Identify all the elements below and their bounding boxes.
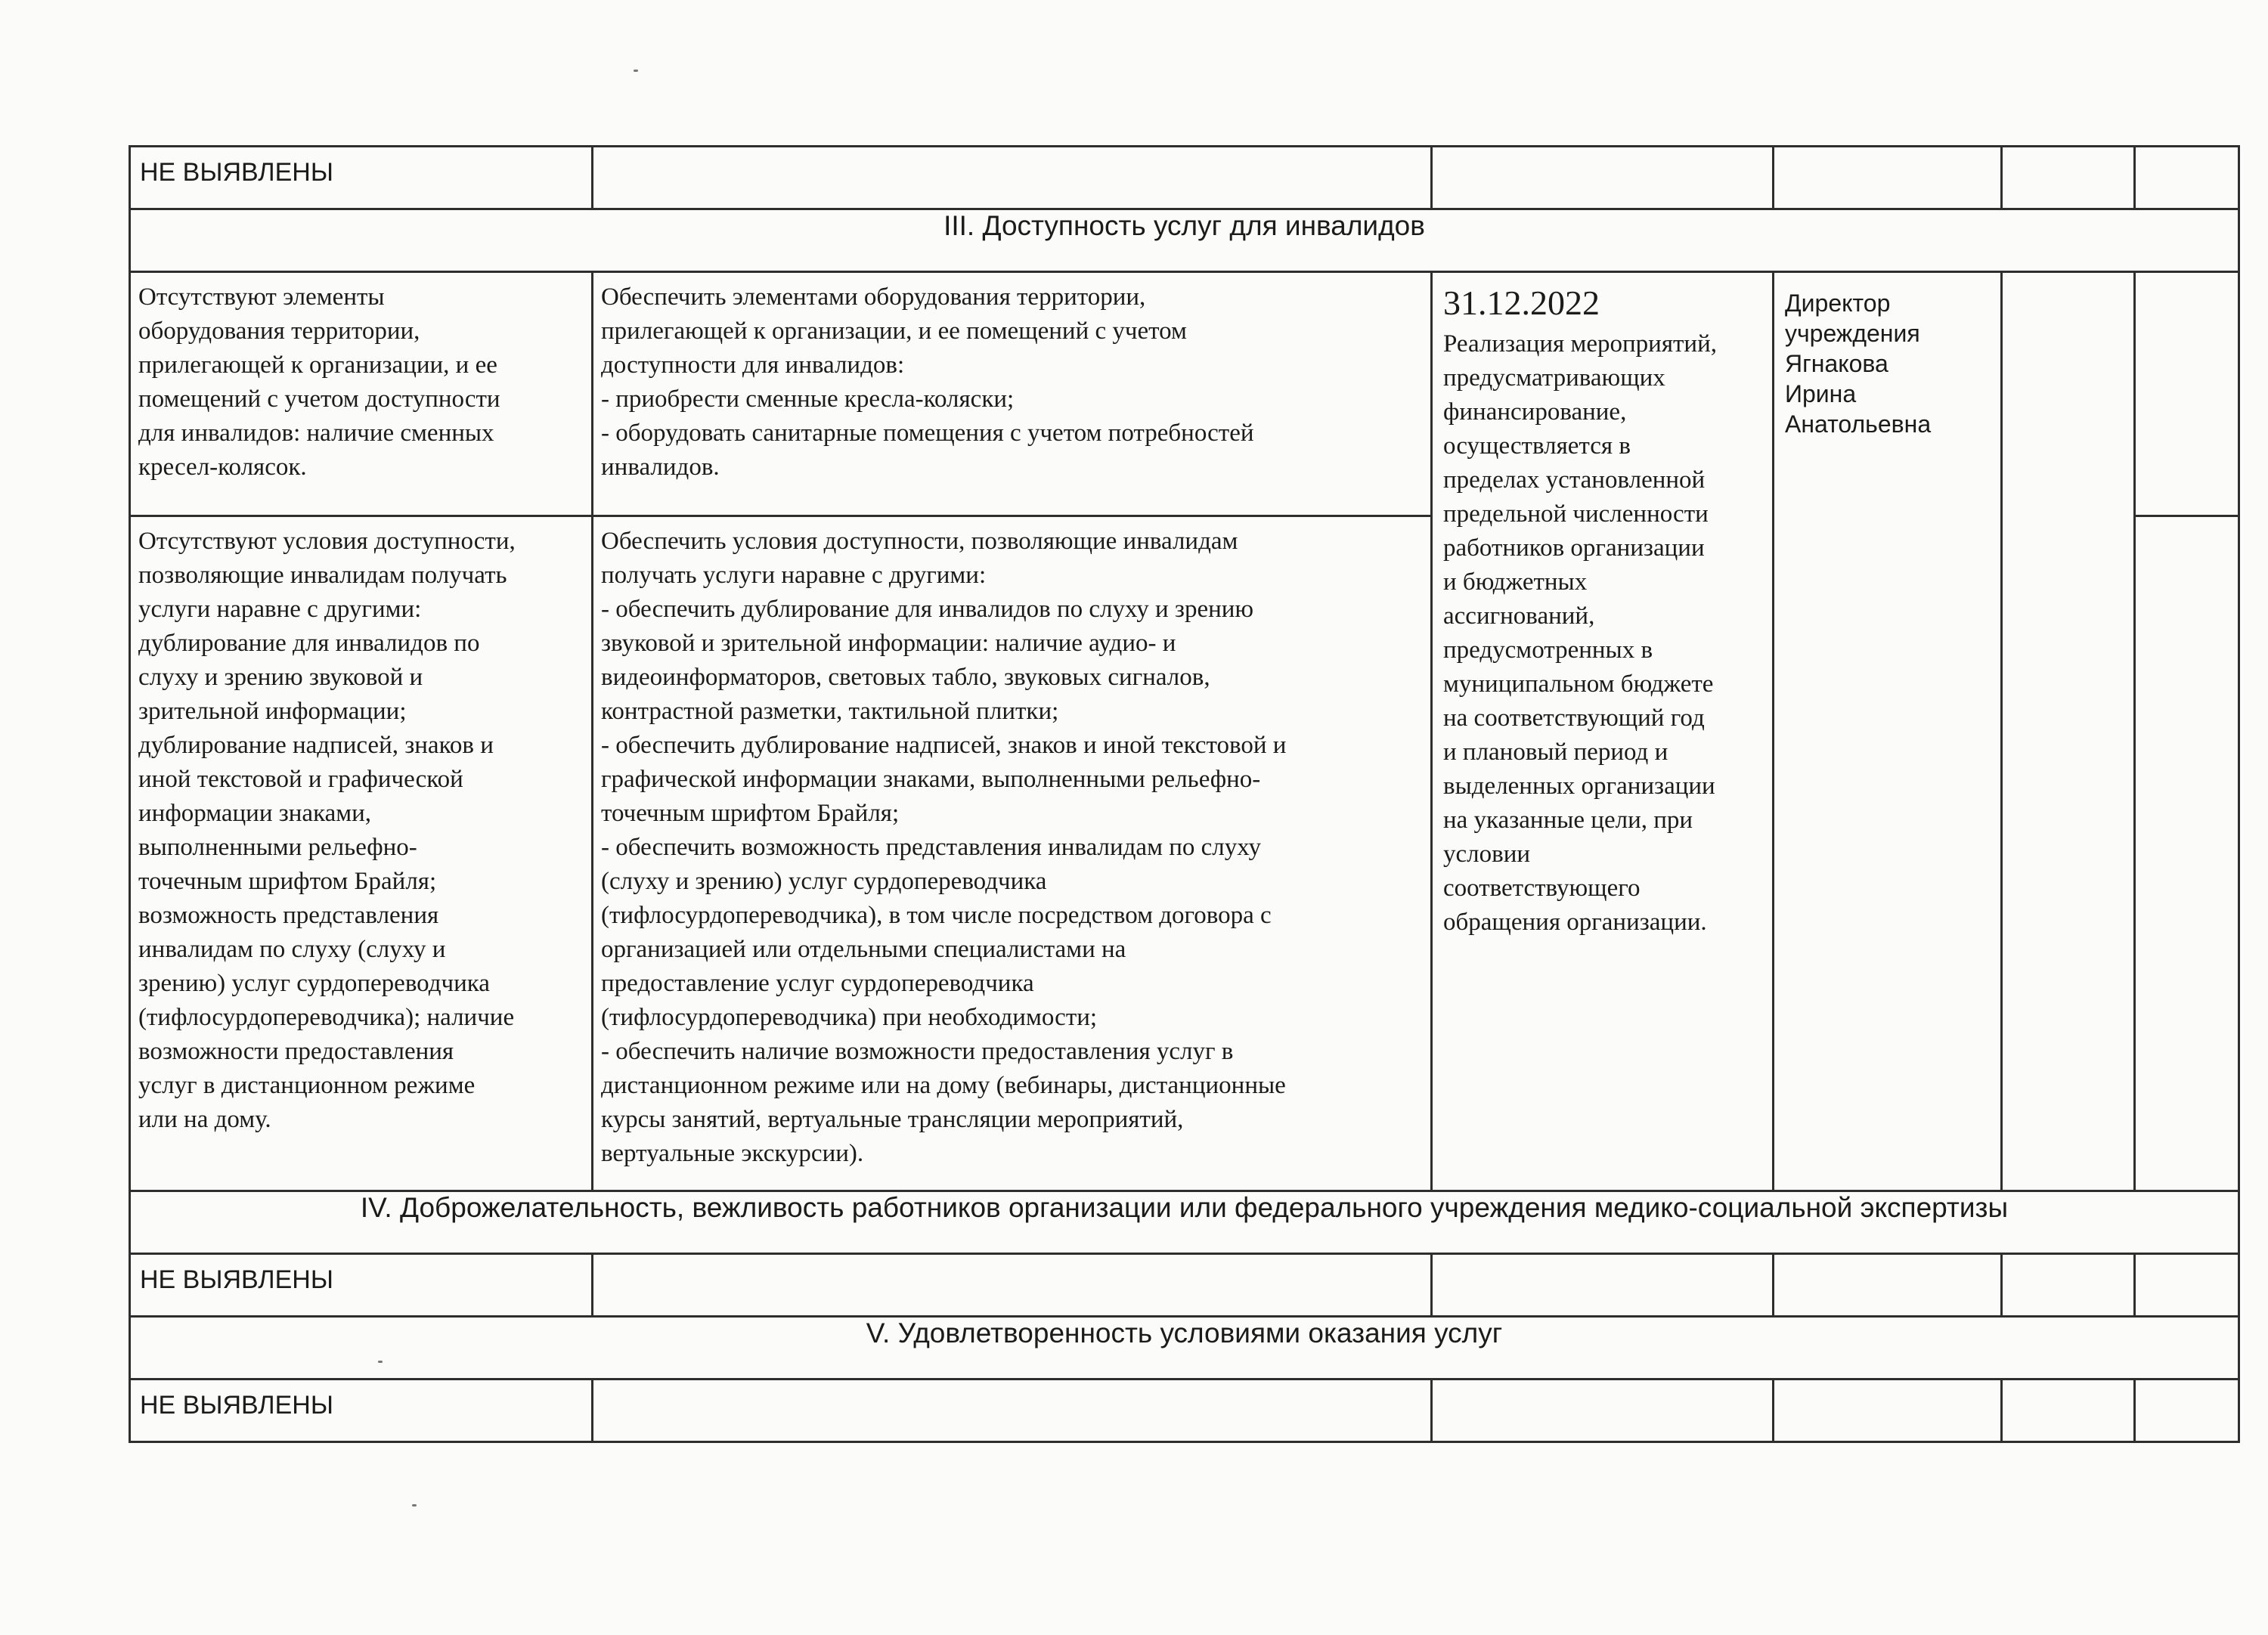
text-line: - приобрести сменные кресла-коляски; — [601, 386, 1015, 413]
text-line: контрастной разметки, тактильной плитки; — [601, 698, 1059, 725]
text-line: Анатольевна — [1785, 410, 1932, 438]
deadline-cell — [1432, 272, 1774, 1191]
empty-cell — [2002, 147, 2135, 209]
text-line: выполненными рельефно- — [138, 834, 417, 861]
text-line: графической информации знаками, выполненными рельефно- — [601, 766, 1261, 793]
table-row — [130, 272, 2239, 516]
text-line: вертуальные экскурсии). — [601, 1140, 864, 1167]
text-line: (тифлосурдопереводчика) при необходимости; — [601, 1004, 1098, 1031]
text-line: возможности предоставления — [138, 1038, 454, 1065]
empty-cell — [2135, 516, 2239, 1191]
text-line: выделенных организации — [1443, 773, 1715, 800]
text-line: инвалидам по слуху (слуху и — [138, 936, 446, 963]
text-line: - оборудовать санитарные помещения с учетом потребностей — [601, 420, 1254, 447]
text-line: обращения организации. — [1443, 909, 1707, 936]
text-line: кресел-колясок. — [138, 454, 307, 481]
text-line: пределах установленной — [1443, 466, 1706, 494]
section-title-4: IV. Доброжелательность, вежливость работников организации или федерального учреждения медико-социальной экспертизы — [130, 1191, 2239, 1254]
text-line: Отсутствуют элементы — [138, 283, 385, 311]
text-line: точечным шрифтом Брайля; — [138, 868, 437, 895]
empty-cell — [2135, 1254, 2239, 1317]
text-line: дублирование надписей, знаков и — [138, 732, 494, 759]
empty-cell — [2002, 1254, 2135, 1317]
section-title-5: V. Удовлетворенность условиями оказания услуг — [130, 1317, 2239, 1380]
measure-cell — [593, 516, 1432, 1191]
text-line: муниципальном бюджете — [1443, 670, 1714, 698]
text-line: доступности для инвалидов: — [601, 351, 905, 379]
deadline-note — [1443, 327, 1766, 940]
text-line: учреждения — [1785, 320, 1920, 347]
scan-speck — [634, 70, 638, 72]
table-row — [130, 147, 2239, 209]
text-line: - обеспечить наличие возможности предоставления услуг в — [601, 1038, 1234, 1065]
empty-cell — [1432, 1380, 1774, 1442]
empty-cell — [1774, 1380, 2002, 1442]
empty-cell — [593, 1380, 1432, 1442]
empty-cell — [2002, 272, 2135, 1191]
text-line: услуги наравне с другими: — [138, 596, 422, 623]
text-line: предусмотренных в — [1443, 636, 1653, 664]
text-line: курсы занятий, вертуальные трансляции мероприятий, — [601, 1106, 1184, 1133]
text-line: Ягнакова — [1785, 350, 1888, 377]
text-line: на указанные цели, при — [1443, 807, 1693, 834]
text-line: (тифлосурдопереводчика); наличие — [138, 1004, 515, 1031]
text-line: - обеспечить дублирование для инвалидов по слуху и зрению — [601, 596, 1254, 623]
scan-speck — [412, 1504, 417, 1506]
text-line: зрению) услуг сурдопереводчика — [138, 970, 490, 997]
text-line: Обеспечить элементами оборудования территории, — [601, 283, 1146, 311]
empty-cell — [593, 1254, 1432, 1317]
text-line: (слуху и зрению) услуг сурдопереводчика — [601, 868, 1047, 895]
text-line: предоставление услуг сурдопереводчика — [601, 970, 1034, 997]
measure-cell — [593, 272, 1432, 516]
deficiency-cell — [130, 516, 593, 1191]
text-line: условии — [1443, 841, 1531, 868]
empty-cell — [2135, 1380, 2239, 1442]
text-line: возможность представления — [138, 902, 439, 929]
text-line: организацией или отдельными специалистами на — [601, 936, 1126, 963]
not-found-cell: НЕ ВЫЯВЛЕНЫ — [130, 147, 593, 209]
text-line: слуху и зрению звуковой и — [138, 664, 423, 691]
text-line: предельной численности — [1443, 500, 1709, 528]
text-line: осуществляется в — [1443, 432, 1631, 460]
text-line: дистанционном режиме или на дому (вебинары, дистанционные — [601, 1072, 1286, 1099]
table-row — [130, 1380, 2239, 1442]
empty-cell — [593, 147, 1432, 209]
section-header-row — [130, 209, 2239, 272]
text-line: иной текстовой и графической — [138, 766, 463, 793]
text-line: информации знаками, — [138, 800, 372, 827]
text-line: ассигнований, — [1443, 602, 1595, 630]
text-line: предусматривающих — [1443, 364, 1665, 392]
deadline-date: 31.12.2022 — [1443, 283, 1600, 322]
text-line: или на дому. — [138, 1106, 271, 1133]
empty-cell — [2135, 147, 2239, 209]
text-line: услуг в дистанционном режиме — [138, 1072, 476, 1099]
text-line: точечным шрифтом Брайля; — [601, 800, 900, 827]
text-line: финансирование, — [1443, 398, 1627, 426]
text-line: соответствующего — [1443, 875, 1641, 902]
text-line: Ирина — [1785, 380, 1857, 407]
section-title-3: III. Доступность услуг для инвалидов — [130, 209, 2239, 272]
deficiency-cell — [130, 272, 593, 516]
text-line: и бюджетных — [1443, 568, 1588, 596]
text-line: для инвалидов: наличие сменных — [138, 420, 494, 447]
responsible-cell — [1774, 272, 2002, 1191]
text-line: - обеспечить возможность представления инвалидам по слуху — [601, 834, 1261, 861]
text-line: дублирование для инвалидов по — [138, 630, 480, 657]
text-line: прилегающей к организации, и ее — [138, 351, 497, 379]
not-found-cell: НЕ ВЫЯВЛЕНЫ — [130, 1254, 593, 1317]
empty-cell — [2002, 1380, 2135, 1442]
table-row — [130, 1254, 2239, 1317]
text-line: Обеспечить условия доступности, позволяющие инвалидам — [601, 528, 1238, 555]
text-line: на соответствующий год — [1443, 704, 1705, 732]
text-line: прилегающей к организации, и ее помещений с учетом — [601, 317, 1187, 345]
text-line: Директор — [1785, 290, 1891, 317]
text-line: звуковой и зрительной информации: наличие аудио- и — [601, 630, 1176, 657]
empty-cell — [1774, 1254, 2002, 1317]
text-line: получать услуги наравне с другими: — [601, 562, 987, 589]
empty-cell — [1432, 147, 1774, 209]
section-header-row — [130, 1317, 2239, 1380]
empty-cell — [1432, 1254, 1774, 1317]
text-line: видеоинформаторов, световых табло, звуковых сигналов, — [601, 664, 1210, 691]
improvement-plan-table — [129, 145, 2240, 1443]
text-line: - обеспечить дублирование надписей, знаков и иной текстовой и — [601, 732, 1287, 759]
empty-cell — [1774, 147, 2002, 209]
text-line: Реализация мероприятий, — [1443, 330, 1717, 358]
not-found-cell: НЕ ВЫЯВЛЕНЫ — [130, 1380, 593, 1442]
text-line: позволяющие инвалидам получать — [138, 562, 507, 589]
text-line: помещений с учетом доступности — [138, 386, 500, 413]
text-line: (тифлосурдопереводчика), в том числе посредством договора с — [601, 902, 1272, 929]
text-line: работников организации — [1443, 534, 1705, 562]
text-line: зрительной информации; — [138, 698, 407, 725]
empty-cell — [2135, 272, 2239, 516]
text-line: и плановый период и — [1443, 739, 1668, 766]
text-line: инвалидов. — [601, 454, 720, 481]
text-line: Отсутствуют условия доступности, — [138, 528, 516, 555]
section-header-row — [130, 1191, 2239, 1254]
text-line: оборудования территории, — [138, 317, 420, 345]
